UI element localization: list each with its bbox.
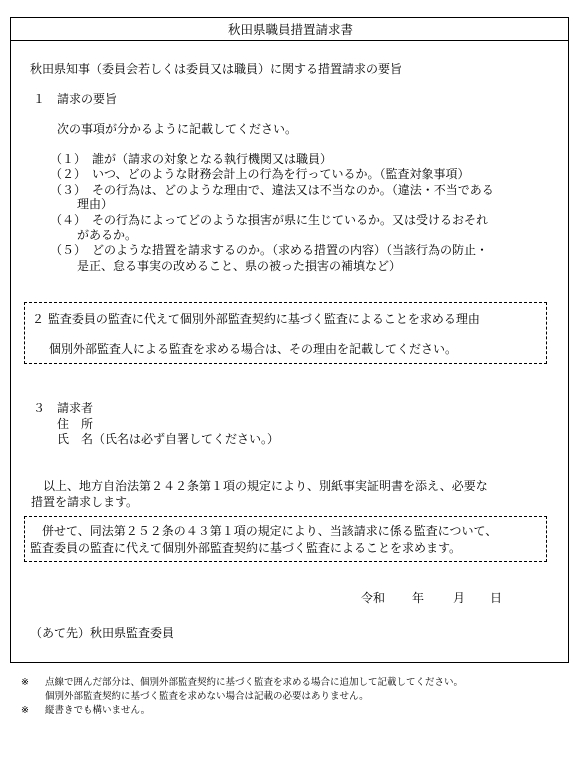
section1-item-1: （１） 誰が（請求の対象となる執行機関又は職員） [50,152,333,166]
title-divider [10,40,569,41]
date-era: 令和 [361,591,386,605]
section1-item-5: （５） どのような措置を請求するのか。（求める措置の内容）（当該行為の防止・ [50,243,489,257]
closing-line-1: 以上、地方自治法第２４２条第１項の規定により、別紙事実証明書を添え、必要な [43,479,488,493]
section1-item-4: （４） その行為によってどのような損害が県に生じているか。又は受けるおそれ [50,213,489,227]
request-subject: 秋田県知事（委員会若しくは委員又は職員）に関する措置請求の要旨 [30,62,403,76]
section1-item-4-cont: があるか。 [77,228,138,242]
section2-note: 個別外部監査人による監査を求める場合は、その理由を記載してください。 [49,342,458,356]
section1-item-2: （２） いつ、どのような財務会計上の行為を行っているか。（監査対象事項） [50,167,470,181]
section1-item-3-cont: 理由） [77,197,114,211]
footnote-3: 縦書きでも構いません。 [45,705,151,716]
external-audit-request-box [24,516,547,562]
closing-line-2: 措置を請求します。 [31,495,139,509]
section1-item-3: （３） その行為は、どのような理由で、違法又は不当なのか。（違法・不当である [50,183,494,197]
footnote-mark-1: ※ [21,677,29,688]
date-month: 月 [453,591,466,605]
external-audit-line-1: 併せて、同法第２５２条の４３第１項の規定により、当該請求に係る監査について、 [42,524,498,538]
footnote-2: 個別外部監査契約に基づく監査を求めない場合は記載の必要はありません。 [45,691,369,702]
section3-heading: ３ 請求者 [33,401,94,415]
section1-intro: 次の事項が分かるように記載してください。 [57,122,298,136]
date-year: 年 [412,591,425,605]
footnote-1: 点線で囲んだ部分は、個別外部監査契約に基づく監査を求める場合に追加して記載してください。 [45,677,464,688]
requester-address-label: 住 所 [57,417,94,431]
footnote-mark-3: ※ [21,705,29,716]
form-title: 秋田県職員措置請求書 [227,22,353,37]
addressee: （あて先）秋田県監査委員 [30,626,175,640]
section1-heading: １ 請求の要旨 [33,92,118,106]
external-audit-line-2: 監査委員の監査に代えて個別外部監査契約に基づく監査によることを求めます。 [30,541,462,555]
section2-heading: ２ 監査委員の監査に代えて個別外部監査契約に基づく監査によることを求める理由 [32,312,480,326]
date-day: 日 [490,591,503,605]
requester-name-label: 氏 名（氏名は必ず自署してください。） [57,432,280,446]
section1-item-5-cont: 是正、怠る事実の改めること、県の被った損害の補填など） [77,259,402,273]
